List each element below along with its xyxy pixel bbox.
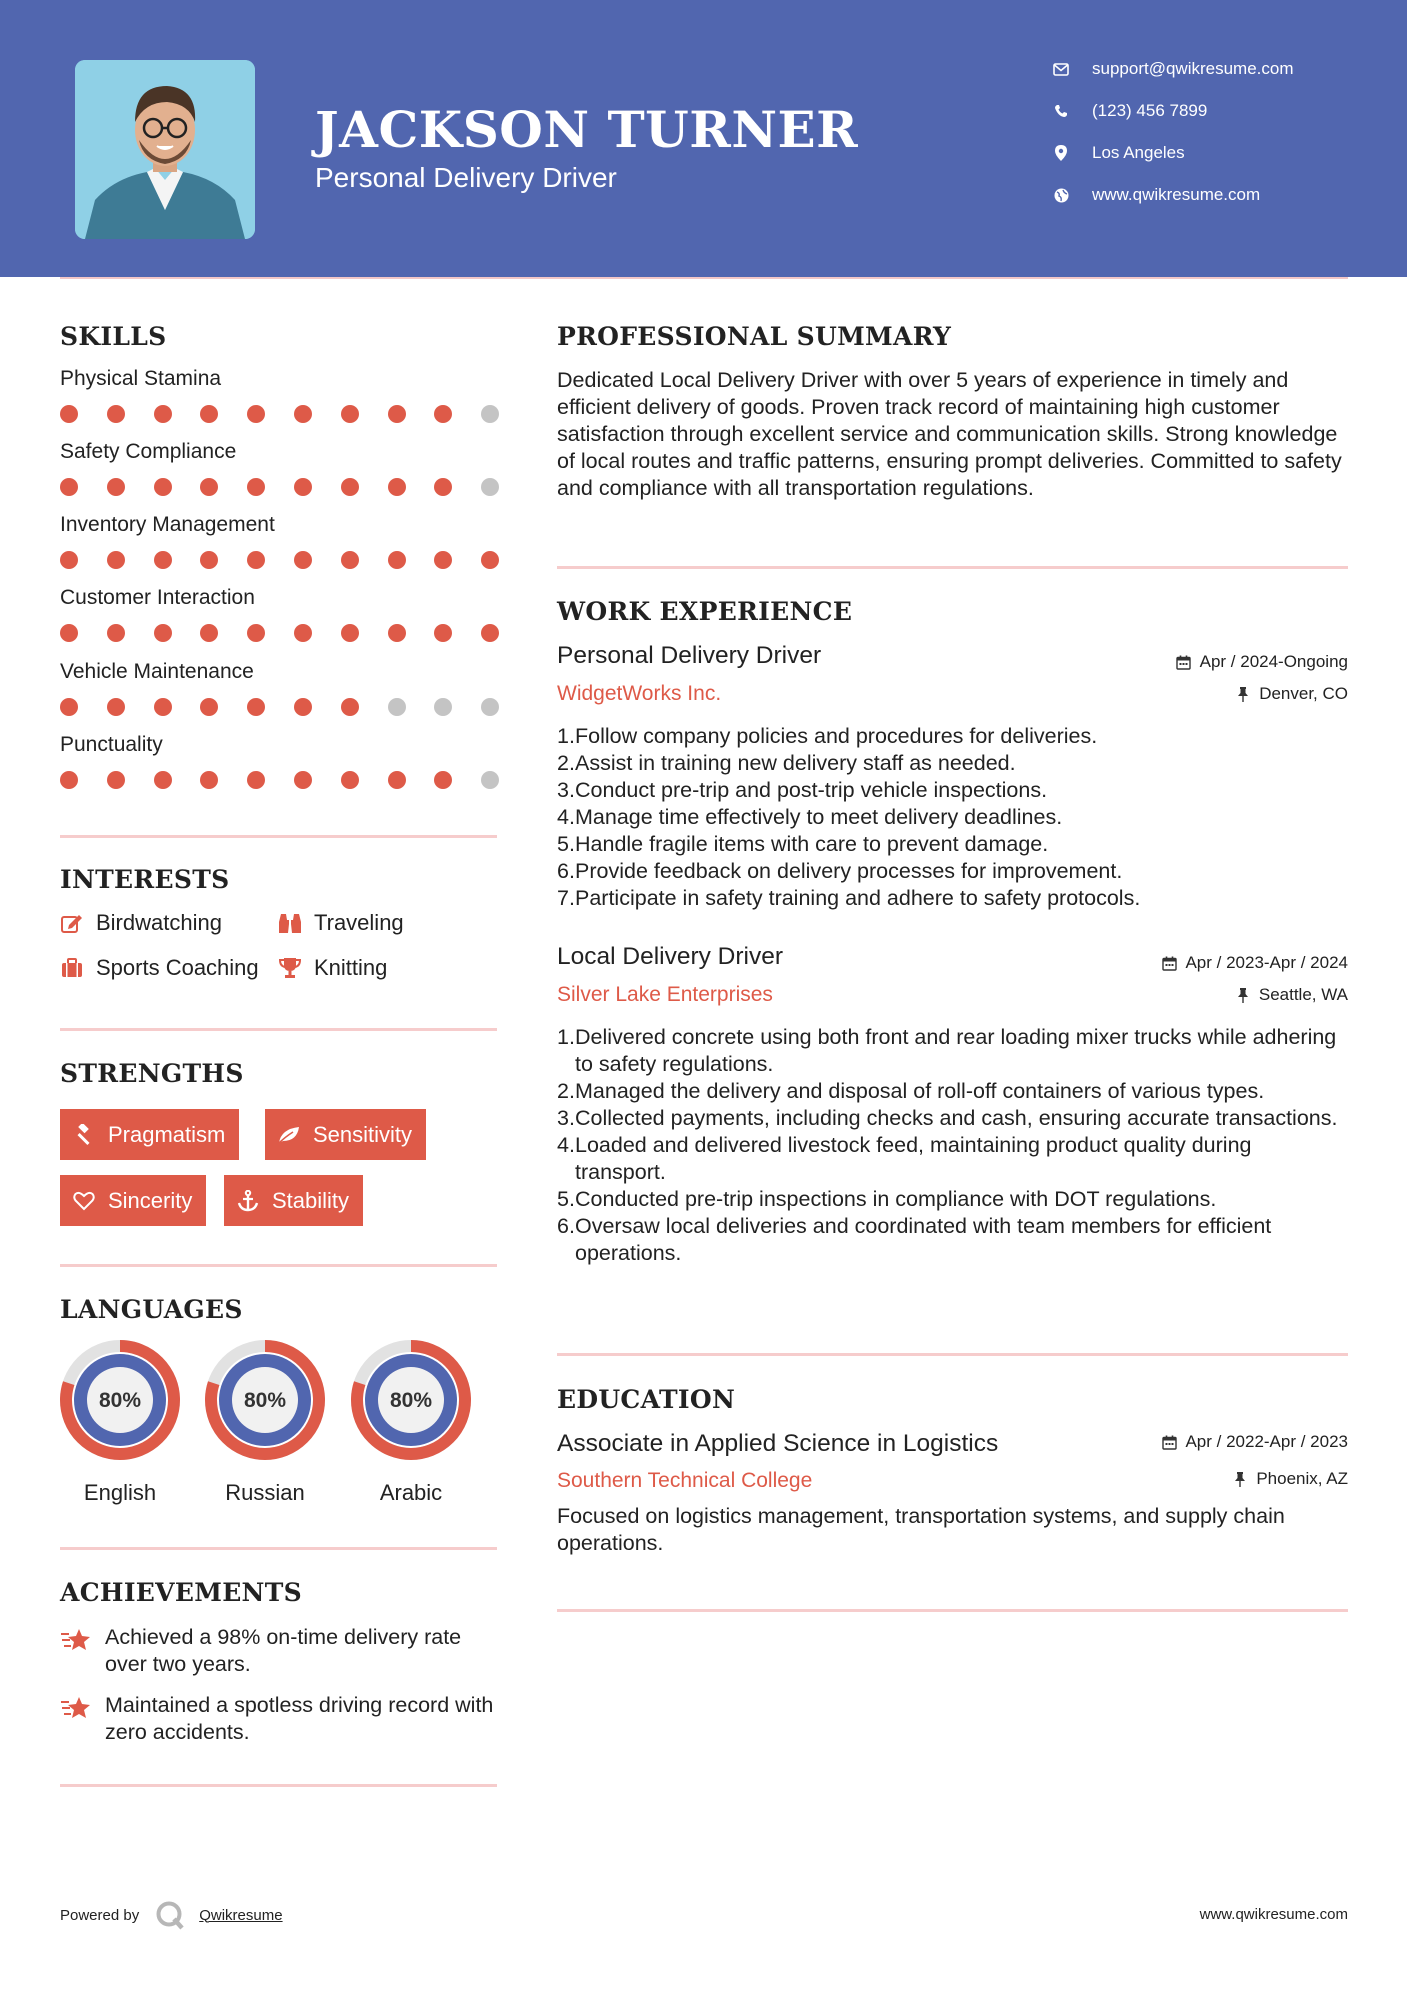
skill-dot-filled <box>434 551 452 569</box>
skills-heading: SKILLS <box>60 322 167 351</box>
skill-dot-filled <box>247 624 265 642</box>
interest-label: Knitting <box>314 955 388 980</box>
skill-dot-filled <box>60 478 78 496</box>
skill-name: Safety Compliance <box>60 440 237 463</box>
section-divider <box>60 1264 497 1267</box>
skill-rating <box>60 771 500 791</box>
education-description: Focused on logistics management, transportation systems, and supply chain operations. <box>557 1504 1285 1555</box>
strength-tag <box>265 1109 426 1160</box>
heart-icon <box>72 1189 96 1213</box>
job-duty-item <box>557 1132 1347 1186</box>
skill-dot-filled <box>388 551 406 569</box>
skill-dot-filled <box>341 405 359 423</box>
job-duty-item <box>557 1213 1347 1267</box>
job-duty-item <box>557 1186 1347 1213</box>
skill-dot-filled <box>247 405 265 423</box>
job-duty-item <box>557 1105 1347 1132</box>
skill-dot-filled <box>60 624 78 642</box>
duty-number: 6. <box>557 859 575 883</box>
interests-heading: INTERESTS <box>60 865 230 894</box>
skill-name: Punctuality <box>60 733 163 756</box>
skill-dot-filled <box>341 624 359 642</box>
job-location-text: Denver, CO <box>1259 684 1348 703</box>
interest-label: Birdwatching <box>96 910 222 935</box>
job-duty-item <box>557 750 1347 777</box>
section-divider <box>60 1028 497 1031</box>
skill-rating <box>60 405 500 425</box>
summary-heading: PROFESSIONAL SUMMARY <box>557 322 952 351</box>
header-banner <box>0 0 1407 277</box>
skill-dot-filled <box>107 405 125 423</box>
section-divider <box>60 1547 497 1550</box>
skill-dot-filled <box>341 771 359 789</box>
binoculars-icon <box>278 911 302 935</box>
language-percent: 80% <box>389 1389 433 1412</box>
skill-dot-filled <box>200 478 218 496</box>
footer-website[interactable]: www.qwikresume.com <box>1199 1906 1348 1923</box>
skill-dot-filled <box>481 551 499 569</box>
skill-dot-filled <box>60 771 78 789</box>
interest-item <box>60 910 222 936</box>
strength-tag <box>60 1109 239 1160</box>
skill-dot-filled <box>247 478 265 496</box>
strength-label: Stability <box>272 1187 350 1213</box>
footer-powered-by <box>60 1900 283 1930</box>
achievement-item <box>60 1624 500 1678</box>
contact-phone[interactable] <box>1050 97 1370 125</box>
section-divider <box>557 1353 1348 1356</box>
language-progress-ring <box>59 1339 181 1461</box>
qwikresume-logo-icon <box>155 1900 185 1930</box>
skill-dot-filled <box>294 478 312 496</box>
section-divider <box>60 1784 497 1787</box>
duty-text: Participate in safety training and adhere to safety protocols. <box>575 886 1141 910</box>
skill-dot-filled <box>481 624 499 642</box>
skill-dot-filled <box>154 478 172 496</box>
language-item <box>350 1339 472 1506</box>
job-title: Personal Delivery Driver <box>557 642 822 669</box>
job-location-text: Seattle, WA <box>1258 985 1348 1004</box>
section-divider <box>557 566 1348 569</box>
job-dates-text: Apr / 2023-Apr / 2024 <box>1185 953 1348 972</box>
job-location <box>1235 684 1348 704</box>
education-heading: EDUCATION <box>557 1385 736 1414</box>
skill-dot-filled <box>388 771 406 789</box>
skill-dot-filled <box>107 771 125 789</box>
duty-text: Delivered concrete using both front and rear loading mixer trucks while adhering to safety regulations. <box>575 1025 1337 1076</box>
skill-rating <box>60 698 500 718</box>
duty-number: 1. <box>557 724 575 748</box>
interest-item <box>60 955 259 981</box>
school-name: Southern Technical College <box>557 1469 813 1492</box>
pushpin-icon <box>1232 1471 1248 1487</box>
contact-website-text: www.qwikresume.com <box>1092 185 1261 204</box>
job-duty-item <box>557 804 1347 831</box>
strengths-heading: STRENGTHS <box>60 1059 244 1088</box>
duty-text: Assist in training new delivery staff as needed. <box>575 751 1016 775</box>
language-progress-ring <box>350 1339 472 1461</box>
job-duty-item <box>557 885 1347 912</box>
contact-phone-text: (123) 456 7899 <box>1092 101 1208 120</box>
skill-dot-filled <box>200 771 218 789</box>
qwikresume-link[interactable]: Qwikresume <box>199 1906 283 1924</box>
skill-dot-empty <box>388 698 406 716</box>
skill-dot-filled <box>200 624 218 642</box>
language-name: Arabic <box>379 1480 443 1505</box>
calendar-icon <box>1161 1434 1177 1450</box>
skill-dot-filled <box>154 698 172 716</box>
job-dates <box>1161 953 1348 973</box>
job-location <box>1235 985 1348 1005</box>
language-progress-ring <box>204 1339 326 1461</box>
shooting-star-icon <box>60 1626 92 1656</box>
contact-website[interactable] <box>1050 181 1370 209</box>
skill-dot-filled <box>107 478 125 496</box>
duty-number: 4. <box>557 805 575 829</box>
edit-icon <box>60 911 84 935</box>
pushpin-icon <box>1235 987 1251 1003</box>
interest-item <box>278 955 387 981</box>
skill-name: Physical Stamina <box>60 367 222 390</box>
trophy-icon <box>278 956 302 980</box>
skill-dot-filled <box>434 405 452 423</box>
achievement-item <box>60 1692 500 1746</box>
skill-dot-filled <box>60 405 78 423</box>
skill-dot-filled <box>434 771 452 789</box>
skill-dot-filled <box>294 698 312 716</box>
job-duty-item <box>557 831 1347 858</box>
job-duty-item <box>557 1078 1347 1105</box>
skill-rating <box>60 478 500 498</box>
skill-dot-filled <box>247 698 265 716</box>
envelope-icon <box>1050 58 1072 80</box>
duty-number: 7. <box>557 886 575 910</box>
job-title: Local Delivery Driver <box>557 943 784 970</box>
profile-photo <box>75 60 255 239</box>
duty-text: Follow company policies and procedures for deliveries. <box>575 724 1098 748</box>
gavel-icon <box>72 1123 96 1147</box>
duty-number: 2. <box>557 1079 575 1103</box>
education-dates <box>1161 1432 1348 1452</box>
skill-dot-filled <box>294 551 312 569</box>
skill-dot-filled <box>154 771 172 789</box>
skill-dot-filled <box>341 551 359 569</box>
calendar-icon <box>1161 955 1177 971</box>
skill-name: Customer Interaction <box>60 586 255 609</box>
language-percent: 80% <box>243 1389 287 1412</box>
skill-dot-filled <box>154 624 172 642</box>
duty-text: Handle fragile items with care to prevent damage. <box>575 832 1049 856</box>
skill-dot-empty <box>481 698 499 716</box>
skill-dot-empty <box>434 698 452 716</box>
summary-text: Dedicated Local Delivery Driver with over 5 years of experience in timely and efficient delivery of goods. Proven track record of maintaining high customer satisfaction through excellent service and communication skills. Strong knowledge of local routes and traffic patterns, ensuring prompt deliveries. Committed to safety and compliance with all transportation regulations. <box>557 368 1342 500</box>
strength-tag <box>60 1175 206 1226</box>
achievements-heading: ACHIEVEMENTS <box>60 1578 302 1607</box>
duty-text: Manage time effectively to meet delivery deadlines. <box>575 805 1063 829</box>
briefcase-icon <box>60 956 84 980</box>
pushpin-icon <box>1235 686 1251 702</box>
duty-text: Conduct pre-trip and post-trip vehicle inspections. <box>575 778 1048 802</box>
skill-name: Vehicle Maintenance <box>60 660 254 683</box>
map-pin-icon <box>1050 142 1072 164</box>
interest-label: Traveling <box>314 910 404 935</box>
job-duty-item <box>557 858 1347 885</box>
duty-number: 2. <box>557 751 575 775</box>
job-dates <box>1176 652 1348 672</box>
language-item <box>204 1339 326 1506</box>
duty-text: Loaded and delivered livestock feed, maintaining product quality during transport. <box>575 1133 1252 1184</box>
skill-dot-filled <box>154 405 172 423</box>
job-duty-item <box>557 1024 1347 1078</box>
degree-title: Associate in Applied Science in Logistics <box>557 1430 999 1457</box>
skill-dot-filled <box>294 405 312 423</box>
skill-dot-filled <box>294 624 312 642</box>
contact-location <box>1050 139 1370 167</box>
language-item <box>59 1339 181 1506</box>
leaf-icon <box>277 1123 301 1147</box>
job-duties-list <box>557 723 1347 912</box>
company-name: Silver Lake Enterprises <box>557 983 773 1006</box>
achievement-text: Maintained a spotless driving record with zero accidents. <box>105 1693 494 1744</box>
candidate-name: JACKSON TURNER <box>315 100 859 159</box>
strength-label: Pragmatism <box>108 1121 226 1147</box>
company-name: WidgetWorks Inc. <box>557 682 722 705</box>
duty-number: 3. <box>557 778 575 802</box>
globe-icon <box>1050 184 1072 206</box>
skill-dot-filled <box>294 771 312 789</box>
contact-email[interactable] <box>1050 55 1370 83</box>
strength-tag <box>224 1175 363 1226</box>
duty-text: Oversaw local deliveries and coordinated with team members for efficient operations. <box>575 1214 1272 1265</box>
education-dates-text: Apr / 2022-Apr / 2023 <box>1185 1432 1348 1451</box>
duty-text: Collected payments, including checks and cash, ensuring accurate transactions. <box>575 1106 1338 1130</box>
section-divider <box>60 835 497 838</box>
duty-number: 3. <box>557 1106 575 1130</box>
calendar-icon <box>1176 654 1192 670</box>
header-divider <box>60 277 1348 279</box>
skill-dot-empty <box>481 478 499 496</box>
skill-dot-filled <box>107 551 125 569</box>
job-dates-text: Apr / 2024-Ongoing <box>1199 652 1348 671</box>
phone-icon <box>1050 100 1072 122</box>
skill-dot-filled <box>388 624 406 642</box>
skill-dot-filled <box>247 771 265 789</box>
skill-dot-filled <box>200 698 218 716</box>
skill-dot-filled <box>154 551 172 569</box>
powered-by-text: Powered by <box>60 1906 140 1924</box>
duty-number: 6. <box>557 1214 575 1238</box>
duty-number: 4. <box>557 1133 575 1157</box>
strength-label: Sincerity <box>108 1187 193 1213</box>
skill-dot-filled <box>247 551 265 569</box>
interest-item <box>278 910 404 936</box>
section-divider <box>557 1609 1348 1612</box>
skill-rating <box>60 551 500 571</box>
skill-dot-filled <box>60 698 78 716</box>
job-duty-item <box>557 723 1347 750</box>
duty-text: Managed the delivery and disposal of roll-off containers of various types. <box>575 1079 1265 1103</box>
duty-number: 5. <box>557 832 575 856</box>
contact-email-text: support@qwikresume.com <box>1092 59 1294 78</box>
skill-dot-filled <box>388 478 406 496</box>
education-location <box>1232 1469 1348 1489</box>
skill-dot-filled <box>200 551 218 569</box>
education-location-text: Phoenix, AZ <box>1256 1469 1348 1488</box>
anchor-icon <box>236 1189 260 1213</box>
skill-dot-filled <box>341 478 359 496</box>
strength-label: Sensitivity <box>313 1121 413 1147</box>
skill-dot-filled <box>341 698 359 716</box>
achievement-text: Achieved a 98% on-time delivery rate over two years. <box>105 1625 462 1676</box>
duty-number: 1. <box>557 1025 575 1049</box>
languages-heading: LANGUAGES <box>60 1295 243 1324</box>
skill-dot-empty <box>481 405 499 423</box>
contact-location-text: Los Angeles <box>1092 143 1185 162</box>
duty-text: Provide feedback on delivery processes for improvement. <box>575 859 1123 883</box>
duty-number: 5. <box>557 1187 575 1211</box>
language-percent: 80% <box>98 1389 142 1412</box>
experience-heading: WORK EXPERIENCE <box>557 597 853 626</box>
candidate-title: Personal Delivery Driver <box>315 162 617 193</box>
skill-dot-filled <box>434 624 452 642</box>
skill-dot-filled <box>107 698 125 716</box>
skill-dot-empty <box>481 771 499 789</box>
skill-dot-filled <box>107 624 125 642</box>
skill-dot-filled <box>434 478 452 496</box>
shooting-star-icon <box>60 1694 92 1724</box>
skill-dot-filled <box>200 405 218 423</box>
skill-dot-filled <box>388 405 406 423</box>
job-duties-list <box>557 1024 1347 1267</box>
language-name: English <box>83 1480 157 1505</box>
skill-rating <box>60 624 500 644</box>
language-name: Russian <box>225 1480 305 1505</box>
skill-name: Inventory Management <box>60 513 275 536</box>
interest-label: Sports Coaching <box>96 955 259 980</box>
duty-text: Conducted pre-trip inspections in compliance with DOT regulations. <box>575 1187 1217 1211</box>
skill-dot-filled <box>60 551 78 569</box>
job-duty-item <box>557 777 1347 804</box>
